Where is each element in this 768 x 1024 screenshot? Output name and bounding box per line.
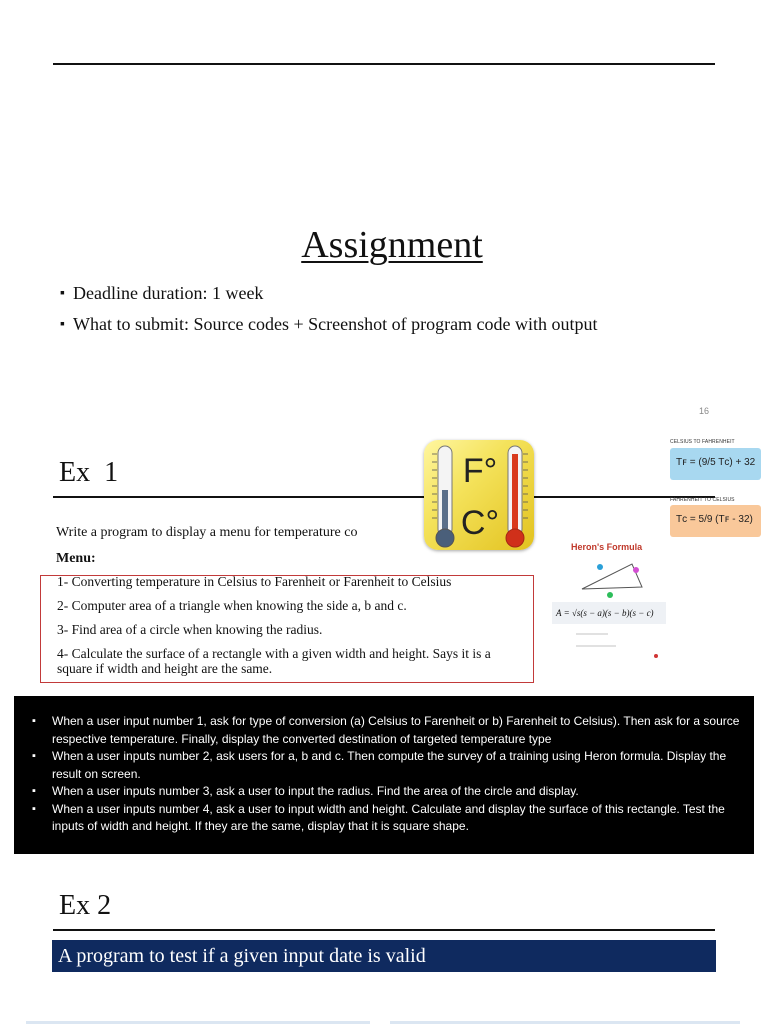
thermometer-icon <box>424 440 534 550</box>
details-panel <box>14 696 754 854</box>
menu-box <box>40 575 534 683</box>
ex2-banner: A program to test if a given input date is valid <box>52 940 716 972</box>
c-to-f-label: CELSIUS TO FAHRENHEIT <box>670 439 735 445</box>
c-to-f-card <box>670 448 761 480</box>
detail-item-3: ▪ When a user inputs number 3, ask a user to input the radius. Find the area of the circle and display. <box>38 783 742 801</box>
ex2-rule <box>53 929 715 931</box>
submit-bullet: ▪ What to submit: Source codes + Screenshot of program code with output <box>60 309 598 340</box>
detail-item-2: ▪ When a user inputs number 2, ask users for a, b and c. Then compute the survey of a training using Heron formula. Display the result on screen. <box>38 748 742 783</box>
heron-formula: A = √s(s − a)(s − b)(s − c) <box>556 608 654 618</box>
c-to-f-formula: Tꜰ = (9/5 Tᴄ) + 32 <box>676 457 756 468</box>
side-a-marker <box>597 564 603 570</box>
thermometer-graphic <box>424 440 534 550</box>
top-rule <box>53 63 715 65</box>
page-title: Assignment <box>301 224 483 266</box>
ex1-heading: Ex 1 <box>59 457 119 488</box>
ex1-intro: Write a program to display a menu for temperature co <box>56 525 358 540</box>
menu-label: Menu: <box>56 551 96 566</box>
side-b-marker <box>633 567 639 573</box>
f-to-c-formula: Tᴄ = 5/9 (Tꜰ - 32) <box>676 514 753 525</box>
celsius-label: C° <box>460 504 500 542</box>
fahrenheit-label: F° <box>462 452 498 490</box>
f-to-c-label: FAHRENHEIT TO CELSIUS <box>670 497 735 503</box>
ex1-rule <box>53 496 715 498</box>
assignment-info-list <box>60 278 598 340</box>
f-to-c-card <box>670 505 761 537</box>
heron-title: Heron's Formula <box>571 542 643 552</box>
detail-item-1: ▪ When a user input number 1, ask for type of conversion (a) Celsius to Farenheit or b) Farenheit to Celsius). Then ask for a source respective temperature. Finally, display the converted destination of targeted temperature type <box>38 713 742 748</box>
menu-item-2: 2- Computer area of a triangle when knowing the side a, b and c. <box>57 598 407 613</box>
ex2-heading: Ex 2 <box>59 890 112 921</box>
menu-item-1: 1- Converting temperature in Celsius to Farenheit or Farenheit to Celsius <box>57 574 452 589</box>
menu-item-3: 3- Find area of a circle when knowing the radius. <box>57 622 323 637</box>
side-c-marker <box>607 592 613 598</box>
detail-item-4: ▪ When a user inputs number 4, ask a user to input width and height. Calculate and display the surface of this rectangle. Test the inputs of width and height. If they are the same, display that it is square shape. <box>38 801 742 836</box>
deadline-bullet: ▪ Deadline duration: 1 week <box>60 278 598 309</box>
menu-item-4: 4- Calculate the surface of a rectangle with a given width and height. Says it is a square if width and height are the same. <box>57 646 491 676</box>
page-number: 16 <box>699 406 710 416</box>
